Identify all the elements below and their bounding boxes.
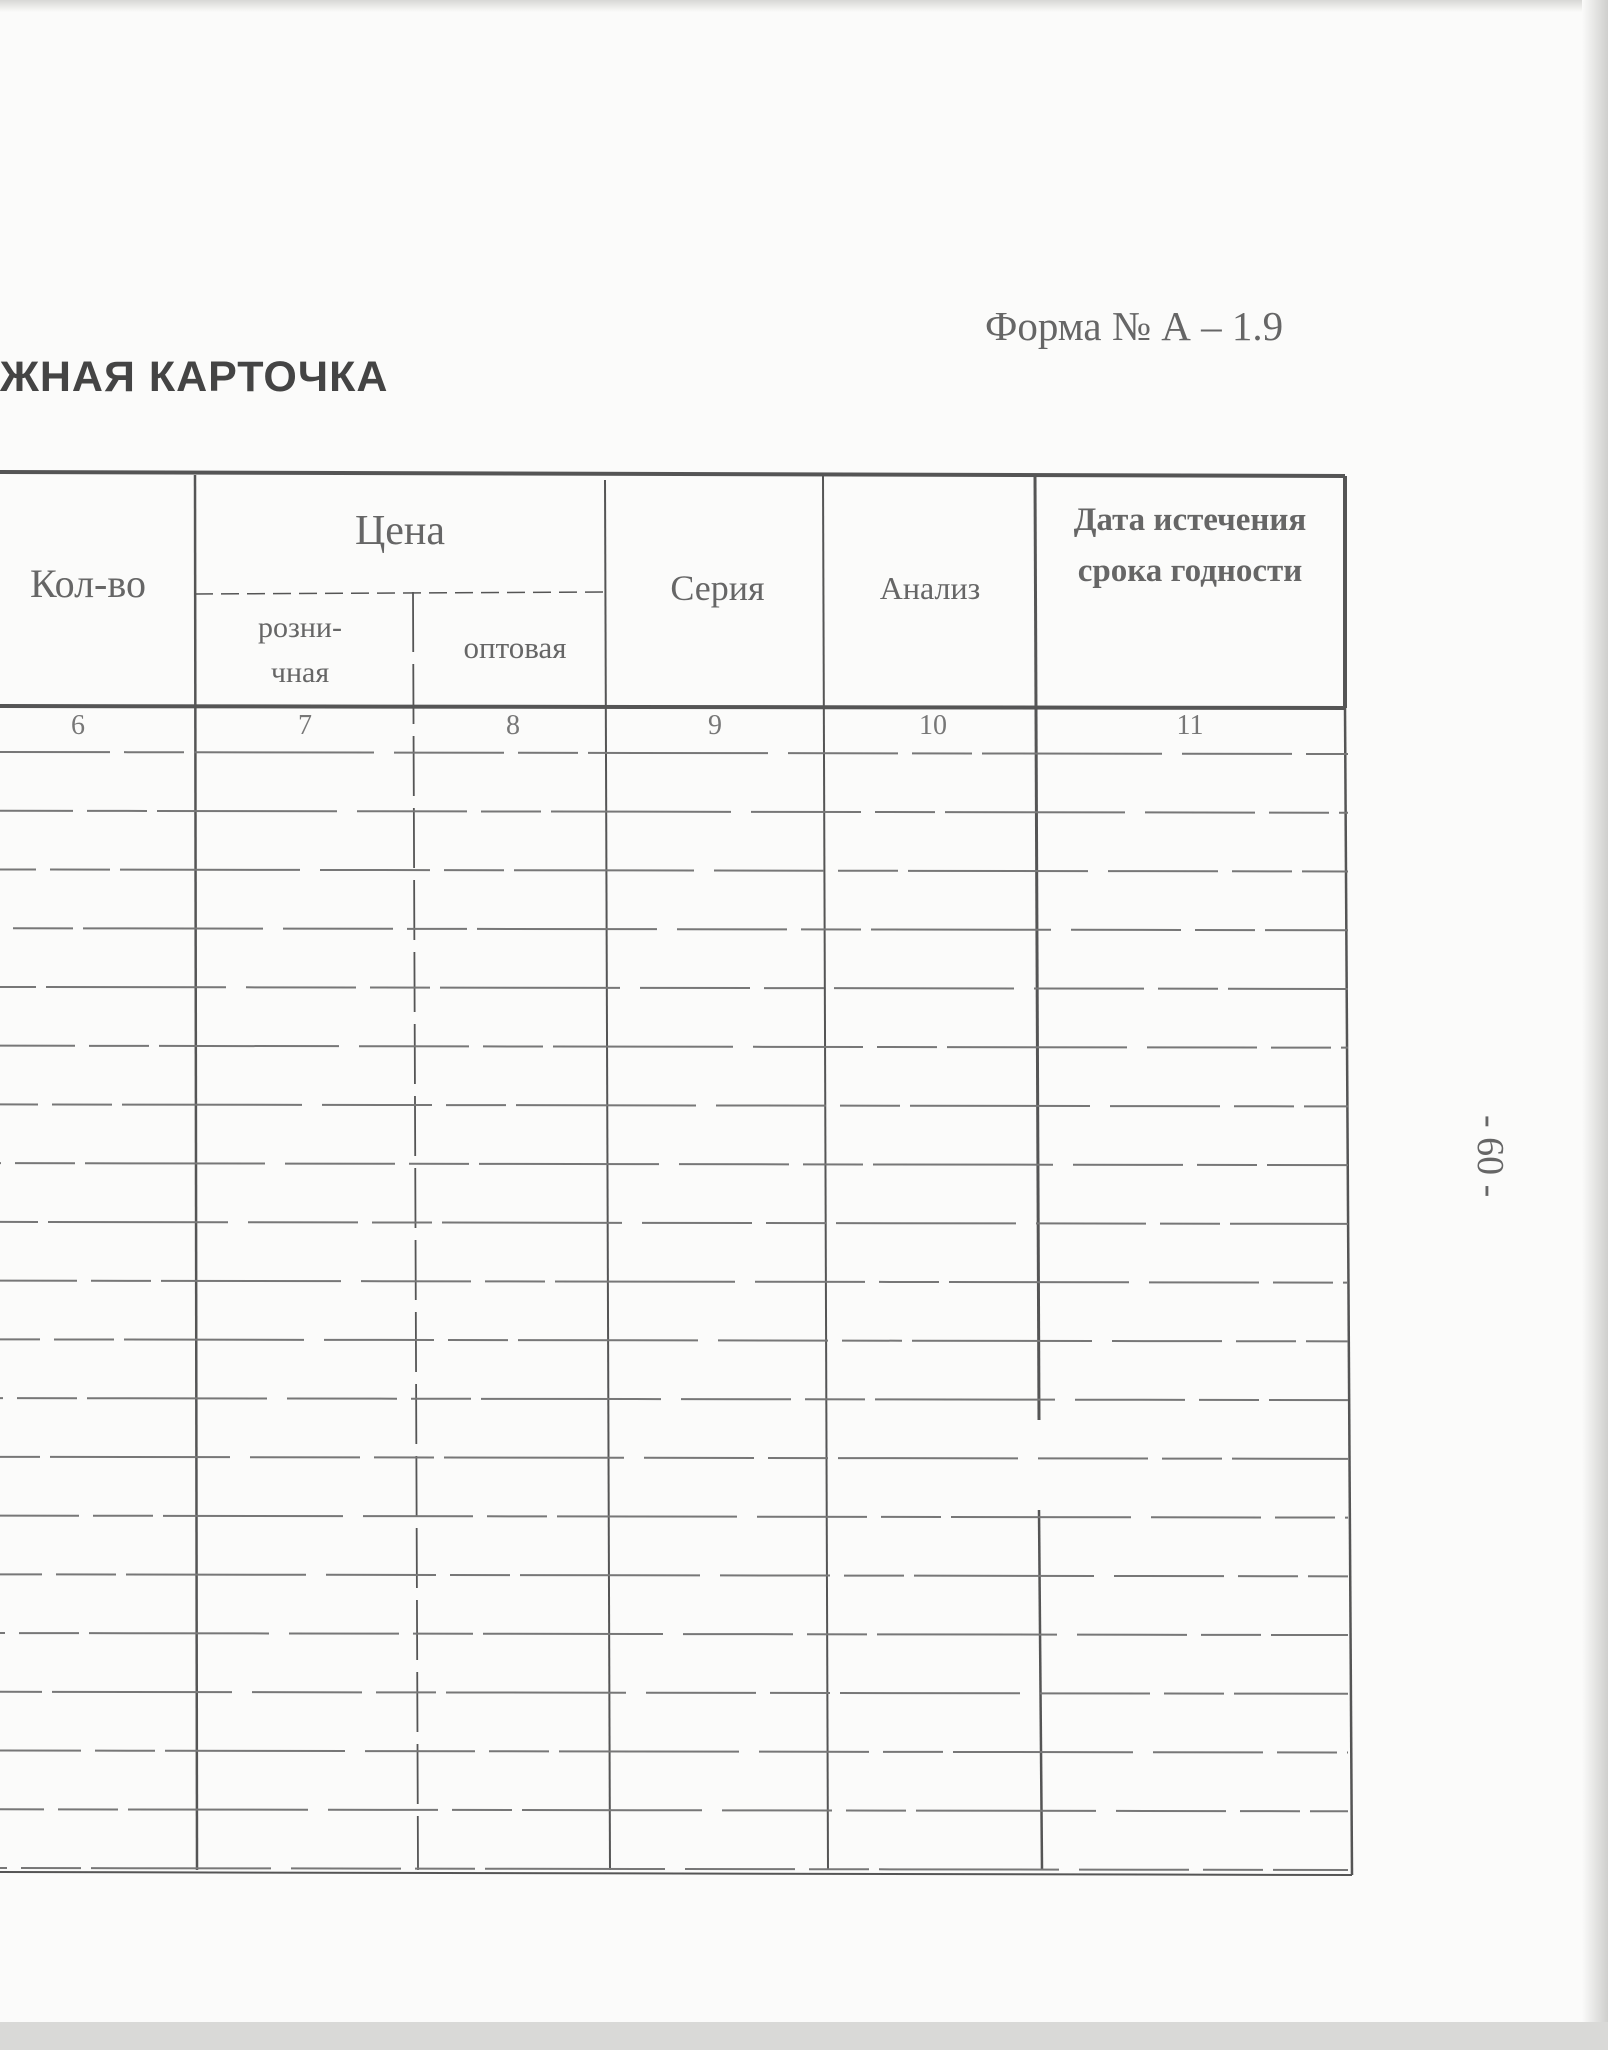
column-number: 8 — [506, 710, 520, 741]
ledger-row-line — [0, 1574, 1348, 1576]
column-header-expiry-date: Дата истечения срока годности — [1073, 502, 1307, 589]
ledger-row-line — [0, 1751, 1348, 1753]
column-header-price-wholesale: оптовая — [463, 630, 567, 665]
ledger-row-line — [0, 1339, 1348, 1341]
ledger-row-line — [0, 1222, 1348, 1224]
column-header-price: Цена — [354, 508, 446, 554]
ledger-row-line — [0, 752, 1348, 754]
ledger-row-line — [0, 1104, 1348, 1106]
ledger-row-line — [0, 1046, 1348, 1048]
ledger-row-line — [0, 1398, 1348, 1400]
ledger-row-line — [0, 1692, 1348, 1694]
form-number: Форма № А – 1.9 — [985, 303, 1284, 349]
ledger-row-line — [0, 987, 1348, 989]
ledger-row-line — [0, 869, 1348, 871]
column-header-price-retail: розни-чная — [258, 611, 342, 689]
column-number: 6 — [71, 710, 85, 741]
ledger-row-line — [0, 1163, 1348, 1165]
document-title: ЖНАЯ КАРТОЧКА — [0, 353, 389, 401]
column-number: 11 — [1176, 710, 1204, 741]
column-header-series: Серия — [670, 568, 765, 608]
ledger-row-line — [0, 1457, 1348, 1459]
ledger-row-line — [0, 1868, 1348, 1870]
ledger-row-line — [0, 928, 1348, 930]
column-number: 7 — [298, 710, 312, 741]
column-number: 10 — [919, 710, 947, 741]
ledger-row-line — [0, 1281, 1348, 1283]
ledger-row-line — [0, 1633, 1348, 1635]
ledger-row-line — [0, 811, 1348, 813]
ledger-row-line — [0, 1516, 1348, 1518]
column-header-quantity: Кол-во — [29, 561, 146, 606]
page-number: - 60 - — [1469, 1115, 1511, 1198]
ledger-row-line — [0, 1809, 1348, 1811]
column-header-analysis: Анализ — [879, 570, 981, 606]
column-number: 9 — [708, 710, 722, 741]
